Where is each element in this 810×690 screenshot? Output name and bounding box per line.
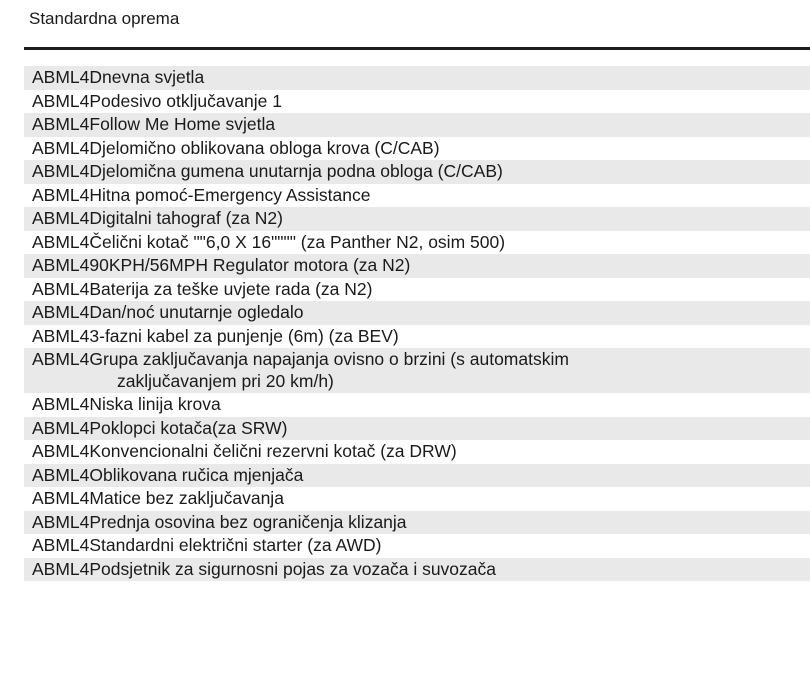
equipment-item-text: ABML4Djelomična gumena unutarnja podna obloga (C/CAB) xyxy=(32,161,503,181)
equipment-item xyxy=(24,278,810,302)
equipment-item-text: ABML4Konvencionalni čelični rezervni kotač (za DRW) xyxy=(32,441,457,461)
equipment-item xyxy=(24,184,810,208)
equipment-item xyxy=(24,325,810,349)
equipment-item xyxy=(24,393,810,417)
equipment-item xyxy=(24,231,810,255)
equipment-item xyxy=(24,160,810,184)
equipment-item-text: ABML4Čelični kotač ""6,0 X 16"""" (za Panther N2, osim 500) xyxy=(32,231,506,252)
equipment-item xyxy=(24,66,810,90)
section-title: Standardna oprema xyxy=(29,9,180,28)
equipment-item-text: ABML4Djelomično oblikovana obloga krova (C/CAB) xyxy=(32,137,440,158)
equipment-item-text: ABML4Podesivo otključavanje 1 xyxy=(32,90,283,111)
equipment-item-text: ABML4Hitna pomoć-Emergency Assistance xyxy=(32,184,371,205)
equipment-list xyxy=(24,66,810,581)
equipment-item-continuation: zaključavanjem pri 20 km/h) xyxy=(117,370,334,391)
equipment-item xyxy=(24,511,810,535)
equipment-item-text: ABML4Dan/noć unutarnje ogledalo xyxy=(32,302,304,322)
equipment-item-text: ABML4Follow Me Home svjetla xyxy=(32,114,276,134)
equipment-item xyxy=(24,137,810,161)
equipment-item-text: ABML4Baterija za teške uvjete rada (za N2) xyxy=(32,278,373,299)
equipment-item xyxy=(24,464,810,488)
equipment-item xyxy=(24,534,810,558)
equipment-item xyxy=(24,301,810,325)
equipment-item-text: ABML4Matice bez zaključavanja xyxy=(32,488,284,508)
equipment-item xyxy=(24,254,810,278)
equipment-item-text: ABML4Niska linija krova xyxy=(32,394,221,414)
section-divider xyxy=(24,47,810,50)
equipment-item-text: ABML43-fazni kabel za punjenje (6m) (za BEV) xyxy=(32,325,399,346)
equipment-item xyxy=(24,113,810,137)
equipment-item-text: ABML4Oblikovana ručica mjenjača xyxy=(32,464,304,485)
equipment-item-text: ABML4Podsjetnik za sigurnosni pojas za vozača i suvozača xyxy=(32,558,496,579)
equipment-item xyxy=(24,558,810,582)
equipment-item-text: ABML4Poklopci kotača(za SRW) xyxy=(32,417,288,438)
equipment-item xyxy=(24,487,810,511)
equipment-item xyxy=(24,417,810,441)
equipment-item-text: ABML4Prednja osovina bez ograničenja klizanja xyxy=(32,511,407,532)
equipment-item-text: ABML490KPH/56MPH Regulator motora (za N2) xyxy=(32,255,411,275)
equipment-item xyxy=(24,90,810,114)
equipment-item xyxy=(24,348,810,393)
equipment-item-text: ABML4Dnevna svjetla xyxy=(32,67,205,87)
equipment-item-text: ABML4Standardni električni starter (za AWD) xyxy=(32,535,382,555)
equipment-item xyxy=(24,440,810,464)
equipment-item-text: ABML4Grupa zaključavanja napajanja ovisno o brzini (s automatskim xyxy=(32,349,569,369)
equipment-item-text: ABML4Digitalni tahograf (za N2) xyxy=(32,208,283,228)
equipment-item xyxy=(24,207,810,231)
